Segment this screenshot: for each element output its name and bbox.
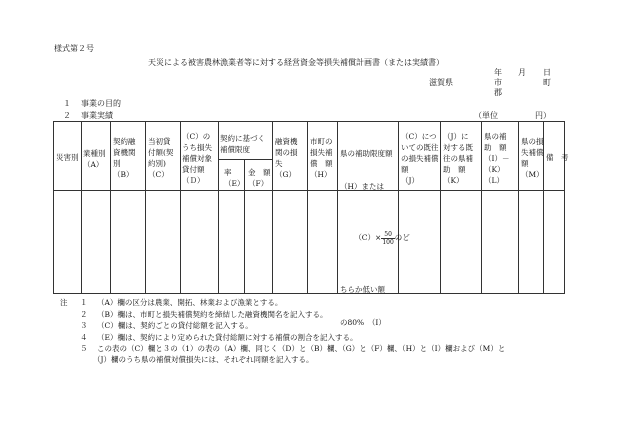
- fraction-50-100: [381, 231, 394, 246]
- header-covered-loan: （C）の うち損失 補償対象 貸付額 （Ｄ）: [182, 132, 212, 185]
- note-text: （C）欄は、契約ごとの貸付総額を記入する。: [97, 321, 253, 330]
- section-2-number: ２: [63, 111, 71, 120]
- header-disaster: 災害別: [56, 153, 79, 162]
- date-year-label: 年: [494, 68, 502, 77]
- notes-label: 注: [60, 298, 68, 307]
- date-day-label: 日: [543, 68, 551, 77]
- header-compensation-limit: 契約に基づく 補償限度: [220, 134, 265, 154]
- header-prefectural-loss-compensation: 県の損 失補償 額 （M）: [521, 137, 544, 179]
- note-text: （B）欄は、市町と損失補償契約を締結した融資機関名を記入する。: [97, 310, 328, 319]
- note-number: ２: [80, 310, 88, 319]
- unit-open: （単位: [474, 111, 498, 120]
- subsidy-limit-line-5: の80% （I）: [340, 318, 386, 327]
- header-institution-loss: 融資機 関の損 失 （G）: [275, 137, 298, 179]
- prefecture-label: 滋賀県: [429, 78, 453, 87]
- header-industry: 業種別 （A）: [83, 149, 106, 169]
- note-number: ３: [80, 321, 88, 330]
- note-text: （A）欄の区分は農業、開拓、林業および漁業とする。: [97, 298, 283, 307]
- unit-close: 円）: [535, 111, 551, 120]
- form-number: 様式第２号: [54, 44, 94, 53]
- header-prior-compensation: （C）につ いての既往 の損失補償 額 （J）: [401, 132, 439, 185]
- header-municipal-compensation: 市町の 損失補 償 額 （H）: [310, 137, 333, 179]
- header-prefectural-subsidy: 県の補 助 額 （I）－ （K） （L）: [484, 132, 510, 185]
- note-number: ５: [80, 344, 88, 353]
- header-financial-institution: 契約融 資機関 別 （B）: [113, 137, 136, 179]
- fraction-denominator: 100: [382, 238, 394, 246]
- note-text: （E）欄は、契約により定められた貸付総額に対する補償の割合を記入する。: [97, 333, 358, 342]
- subsidy-limit-line-4: ちらか低い額: [340, 285, 385, 294]
- date-month-label: 月: [518, 68, 526, 77]
- fraction-numerator: 50: [381, 231, 394, 239]
- subsidy-limit-line-1: 県の補助限度額: [340, 149, 393, 158]
- note-5-continuation: （J）欄のうち県の補償対償損失には、それぞれ同額を記入する。: [93, 355, 314, 364]
- note-number: １: [80, 298, 88, 307]
- note-text: この表の（C）欄と３の（1）の表の（A）欄、同じく（D）と（B）欄、（G）と（F）欄、（H）と（I）欄および（M）と: [97, 344, 506, 353]
- county-label: 郡: [494, 88, 502, 97]
- header-initial-loan: 当初貸 付額(契 約別) （C）: [148, 137, 174, 179]
- subsidy-limit-formula: [340, 214, 410, 262]
- header-remarks: 備 考: [546, 153, 569, 162]
- header-amount: 金 額 （F）: [248, 168, 271, 188]
- section-1-number: １: [63, 99, 71, 108]
- subsidy-limit-line-2: （H）または: [340, 182, 385, 191]
- city-label: 市: [494, 78, 502, 87]
- header-prior-prefectural-subsidy: （J）に 対する既 往の県補 助 額 （K）: [443, 132, 473, 185]
- formula-suffix: のど: [394, 233, 410, 242]
- formula-prefix: （C）×: [354, 233, 382, 242]
- town-label: 町: [543, 78, 551, 87]
- header-prefectural-subsidy-limit: [340, 126, 410, 350]
- section-2-label: 事業実績: [81, 111, 113, 120]
- section-1-label: 事業の目的: [81, 99, 121, 108]
- header-rate: 率 （E）: [224, 168, 245, 188]
- note-number: ４: [80, 333, 88, 342]
- document-title: 天災による被害農林漁業者等に対する経営資金等損失補償計画書（または実績書）: [148, 58, 444, 67]
